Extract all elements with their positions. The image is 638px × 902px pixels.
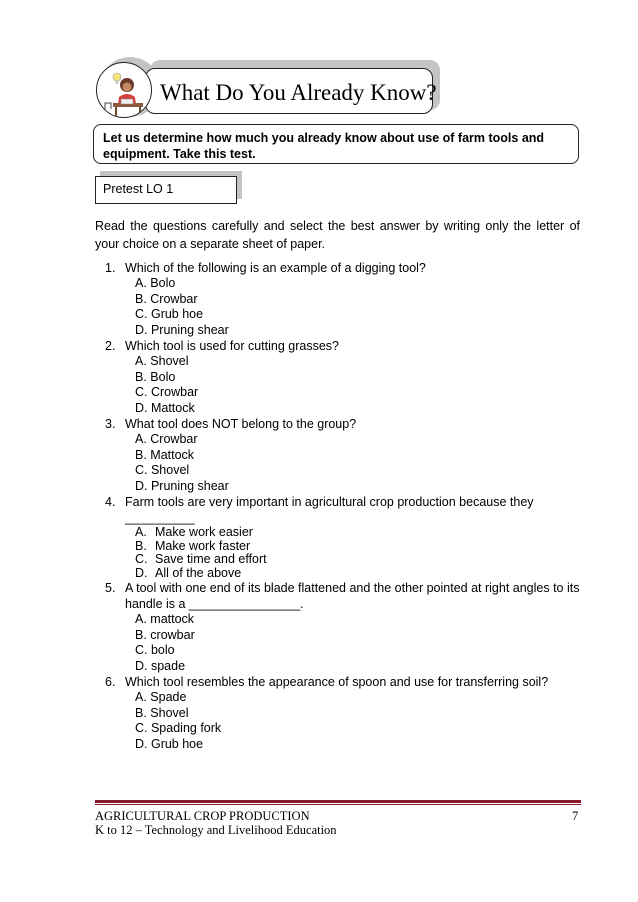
question-number: 6. [105, 675, 116, 690]
answer-option: C. Crowbar [135, 385, 199, 399]
footer-subject: AGRICULTURAL CROP PRODUCTION [95, 809, 310, 823]
answer-option: D. Mattock [135, 400, 195, 415]
answer-option [95, 526, 585, 540]
answer-option [95, 540, 585, 554]
student-reading-icon [96, 62, 152, 118]
question-text: Which of the following is an example of a digging tool? [125, 261, 426, 275]
answer-option: C. bolo [135, 643, 175, 658]
question-number: 3. [105, 417, 116, 431]
question-5 [95, 580, 585, 674]
option-letter: C. [135, 552, 148, 567]
intro-text: Let us determine how much you already know about use of farm tools and equipment. Take this test. [103, 131, 545, 161]
footer-rule-thick [95, 800, 581, 803]
question-number: 5. [105, 581, 116, 596]
answer-option [95, 553, 585, 567]
question-1 [95, 260, 585, 338]
pretest-label: Pretest LO 1 [103, 182, 174, 196]
answer-option: C. Spading fork [135, 721, 222, 736]
question-2 [95, 338, 585, 416]
answer-option: D. Grub hoe [135, 736, 204, 751]
answer-option: C. Shovel [135, 463, 190, 477]
question-text: Which tool resembles the appearance of spoon and use for transferring soil? [125, 675, 549, 690]
answer-option: A. Spade [135, 690, 187, 705]
answer-option: B. Bolo [135, 369, 176, 384]
question-number: 2. [105, 339, 116, 353]
answer-option: B. Shovel [135, 705, 189, 720]
question-text: What tool does NOT belong to the group? [125, 417, 357, 431]
question-6 [95, 674, 585, 752]
answer-option: D. Pruning shear [135, 322, 229, 337]
directions-text: Read the questions carefully and select the best answer by writing only the letter of your choice on a separate sheet of paper. [95, 219, 580, 251]
question-text-continued: handle is a ________________. [125, 597, 304, 612]
answer-option: C. Grub hoe [135, 307, 204, 321]
answer-option: A. Bolo [135, 276, 176, 290]
question-number: 4. [105, 495, 116, 509]
answer-option: B. crowbar [135, 627, 195, 642]
answer-option: A. mattock [135, 612, 195, 627]
answer-option: B. Crowbar [135, 291, 198, 306]
option-text: All of the above [155, 565, 242, 580]
answer-option: A. Shovel [135, 354, 189, 368]
question-4 [95, 494, 585, 580]
page-title: What Do You Already Know? [160, 80, 437, 105]
question-list [95, 260, 585, 752]
question-number: 1. [105, 261, 116, 275]
option-text: Save time and effort [155, 552, 267, 567]
answer-option: D. spade [135, 658, 186, 673]
option-text: Make work easier [155, 525, 253, 539]
answer-option: B. Mattock [135, 447, 195, 462]
answer-option: A. Crowbar [135, 432, 198, 446]
option-letter: D. [135, 565, 148, 580]
answer-option [95, 567, 585, 581]
question-text: A tool with one end of its blade flattened and the other pointed at right angles to its [125, 581, 580, 596]
footer-rule-thin [95, 804, 581, 805]
student-illustration [97, 63, 152, 118]
question-text: Which tool is used for cutting grasses? [125, 339, 339, 353]
question-3 [95, 416, 585, 494]
option-letter: B. [135, 538, 147, 553]
footer-course: K to 12 – Technology and Livelihood Education [95, 823, 337, 837]
question-text: Farm tools are very important in agricultural crop production because they __________ [125, 495, 534, 525]
option-text: Make work faster [155, 538, 251, 553]
page-number: 7 [572, 809, 579, 823]
answer-option: D. Pruning shear [135, 478, 229, 493]
option-letter: A. [135, 525, 147, 539]
